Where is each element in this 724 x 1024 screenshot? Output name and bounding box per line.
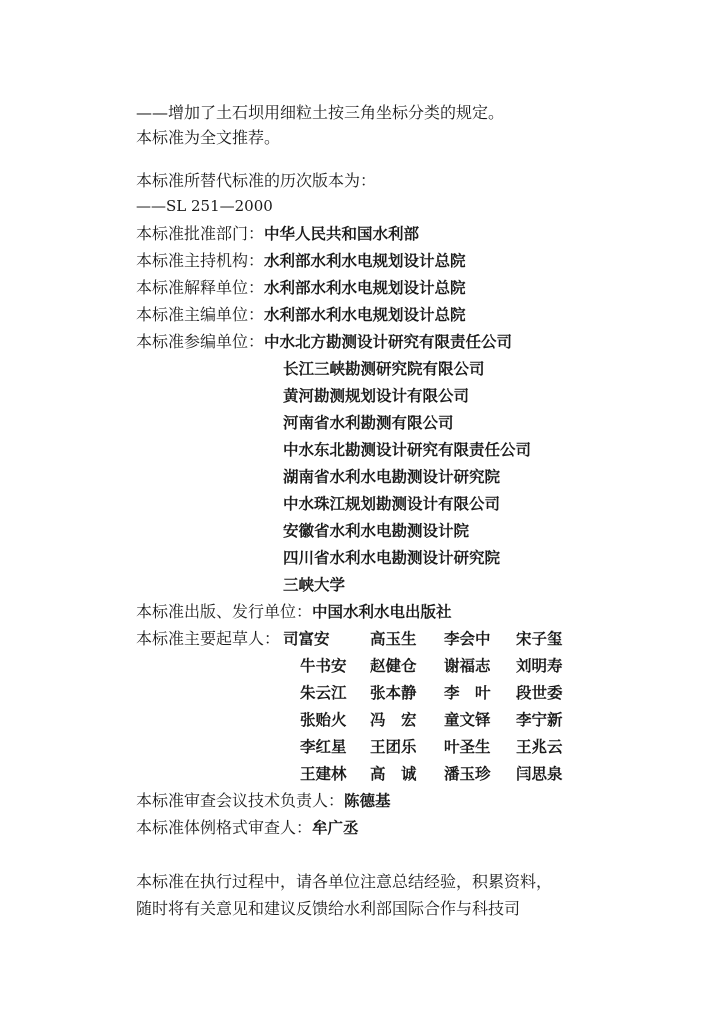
chief-editor-row: [136, 305, 466, 325]
drafter-name: 段世委: [516, 684, 563, 702]
participant-unit: 中水北方勘测设计研究有限责任公司: [264, 333, 513, 351]
interpret-row: [136, 278, 466, 298]
approve-value: 中华人民共和国水利部: [264, 225, 420, 243]
format-review-row: [136, 818, 359, 838]
drafter-name: 赵健仓: [370, 657, 417, 675]
participants-row: [136, 332, 512, 352]
intro-line-2: 本标准为全文推荐。: [136, 128, 281, 147]
chief-editor-label: 本标准主编单位：: [136, 305, 265, 324]
drafter-name: 李宁新: [516, 711, 563, 729]
format-review-label: 本标准体例格式审查人：: [136, 818, 313, 837]
chief-editor-value: 水利部水利水电规划设计总院: [264, 306, 466, 324]
host-value: 水利部水利水电规划设计总院: [264, 252, 466, 270]
drafter-name: 李 叶: [444, 684, 491, 702]
drafter-name: 潘玉珍: [444, 765, 491, 783]
participant-unit: 中水珠江规划勘测设计有限公司: [283, 495, 501, 513]
participant-unit: 中水东北勘测设计研究有限责任公司: [283, 441, 532, 459]
drafter-name: 刘明寿: [516, 657, 563, 675]
publisher-label: 本标准出版、发行单位：: [136, 602, 313, 621]
intro-line-1: ——增加了土石坝用细粒土按三角坐标分类的规定。: [136, 103, 505, 122]
participant-unit: 湖南省水利水电勘测设计研究院: [283, 468, 501, 486]
host-row: [136, 251, 466, 271]
drafter-name: 高 诚: [370, 765, 417, 783]
drafter-name: 高玉生: [370, 630, 417, 648]
publisher-row: [136, 602, 452, 622]
drafter-name: 冯 宏: [370, 711, 417, 729]
drafter-name: 闫思泉: [516, 765, 563, 783]
drafter-name: 张本静: [370, 684, 417, 702]
drafter-name: 李红星: [300, 738, 347, 756]
drafter-name: 王建林: [300, 765, 347, 783]
review-chief-value: 陈德基: [344, 792, 391, 810]
drafter-name: 司富安: [283, 630, 330, 648]
participant-unit: 长江三峡勘测研究院有限公司: [283, 360, 485, 378]
participant-unit: 黄河勘测规划设计有限公司: [283, 387, 470, 405]
review-chief-row: [136, 791, 391, 811]
review-chief-label: 本标准审查会议技术负责人：: [136, 791, 345, 810]
closing-line-1: 本标准在执行过程中，请各单位注意总结经验，积累资料，: [136, 872, 553, 891]
drafter-name: 牛书安: [300, 657, 347, 675]
drafter-name: 童文铎: [444, 711, 491, 729]
drafter-name: 张贻火: [300, 711, 347, 729]
participant-unit: 三峡大学: [283, 576, 346, 594]
closing-line-2: 随时将有关意见和建议反馈给水利部国际合作与科技司: [136, 899, 521, 918]
approve-label: 本标准批准部门：: [136, 224, 265, 243]
publisher-value: 中国水利水电出版社: [312, 603, 452, 621]
drafters-label: 本标准主要起草人：: [136, 629, 281, 648]
drafter-name: 朱云江: [300, 684, 347, 702]
drafter-name: 李会中: [444, 630, 491, 648]
participant-unit: 四川省水利水电勘测设计研究院: [283, 549, 501, 567]
intro-line-3: 本标准所替代标准的历次版本为：: [136, 171, 377, 190]
participant-unit: 河南省水利勘测有限公司: [283, 414, 454, 432]
participant-unit: 安徽省水利水电勘测设计院: [283, 522, 470, 540]
drafter-name: 叶圣生: [444, 738, 491, 756]
drafter-name: 王团乐: [370, 738, 417, 756]
drafter-name: 王兆云: [516, 738, 563, 756]
host-label: 本标准主持机构：: [136, 251, 265, 270]
format-review-value: 牟广丞: [312, 819, 359, 837]
interpret-label: 本标准解释单位：: [136, 278, 265, 297]
approve-row: [136, 224, 419, 244]
intro-line-4: ——SL 251—2000: [136, 197, 273, 215]
drafter-name: 宋子玺: [516, 630, 563, 648]
participants-label: 本标准参编单位：: [136, 332, 265, 351]
interpret-value: 水利部水利水电规划设计总院: [264, 279, 466, 297]
drafter-name: 谢福志: [444, 657, 491, 675]
